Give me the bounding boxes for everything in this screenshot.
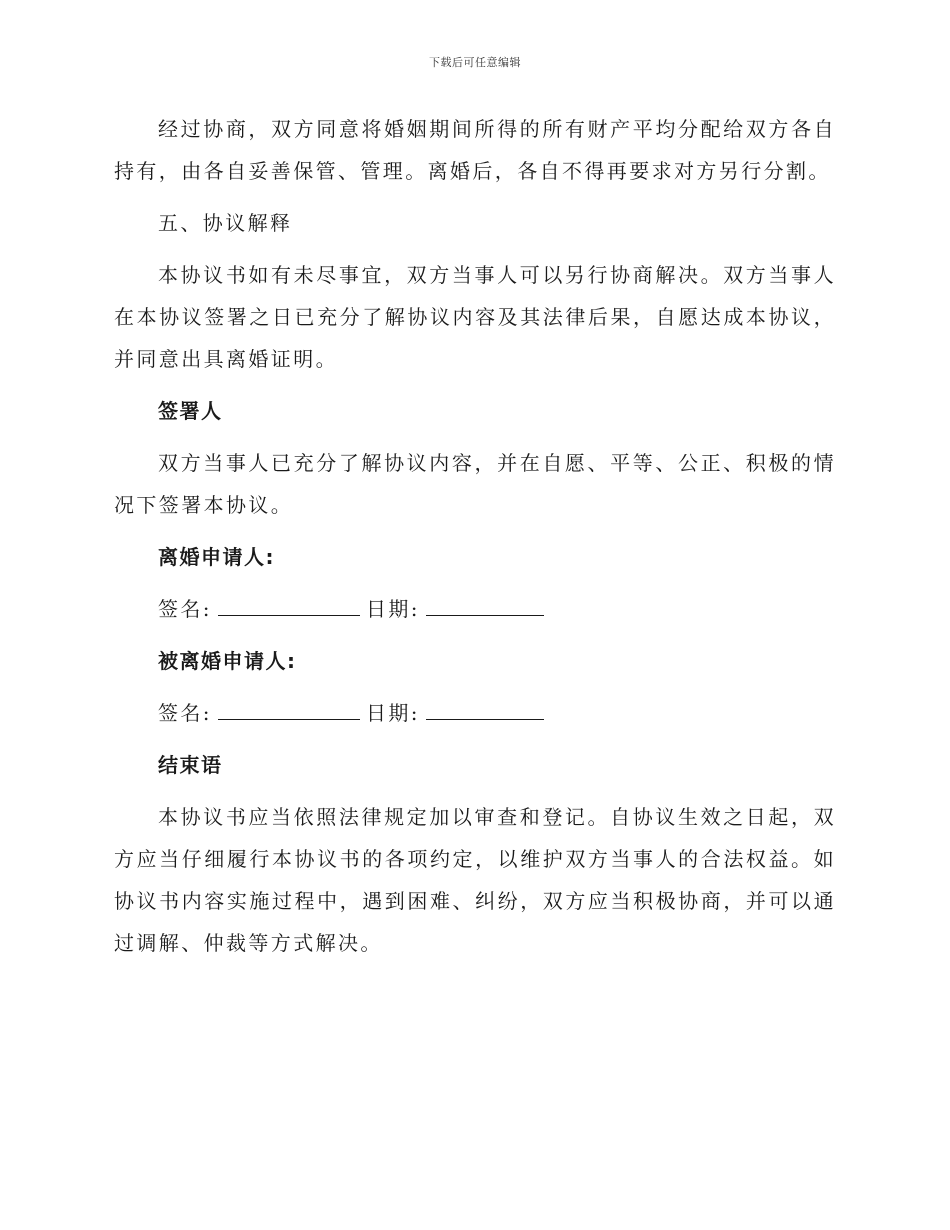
respondent-label: 被离婚申请人:	[158, 649, 297, 673]
applicant-sign-label: 签名:	[158, 597, 212, 621]
applicant-label: 离婚申请人:	[158, 545, 275, 569]
respondent-sign-blank[interactable]	[218, 693, 360, 720]
section5-paragraph: 本协议书如有未尽事宜，双方当事人可以另行协商解决。双方当事人在本协议签署之日已充分了解协议内容及其法律后果，自愿达成本协议，并同意出具离婚证明。	[114, 263, 836, 371]
signatories-paragraph: 双方当事人已充分了解协议内容，并在自愿、平等、公正、积极的情况下签署本协议。	[114, 451, 836, 517]
conclusion-paragraph: 本协议书应当依照法律规定加以审查和登记。自协议生效之日起，双方应当仔细履行本协议书的各项约定，以维护双方当事人的合法权益。如协议书内容实施过程中，遇到困难、纠纷，双方应当积极协商，并可以通过调解、仲裁等方式解决。	[114, 805, 836, 955]
applicant-signature-line	[114, 588, 836, 640]
signatories-title: 签署人	[158, 399, 223, 423]
section5-title: 五、协议解释	[158, 211, 293, 235]
applicant-date-label: 日期:	[365, 597, 420, 621]
property-paragraph: 经过协商，双方同意将婚姻期间所得的所有财产平均分配给双方各自持有，由各自妥善保管、管理。离婚后，各自不得再要求对方另行分割。	[114, 117, 836, 183]
page-header: 下载后可任意编辑	[429, 56, 521, 69]
applicant-sign-blank[interactable]	[218, 589, 360, 616]
respondent-date-blank[interactable]	[426, 693, 544, 720]
conclusion-title: 结束语	[158, 753, 223, 777]
respondent-sign-label: 签名:	[158, 701, 212, 725]
document-body	[114, 108, 836, 974]
respondent-date-label: 日期:	[365, 701, 420, 725]
respondent-signature-line	[114, 692, 836, 744]
applicant-date-blank[interactable]	[426, 589, 544, 616]
